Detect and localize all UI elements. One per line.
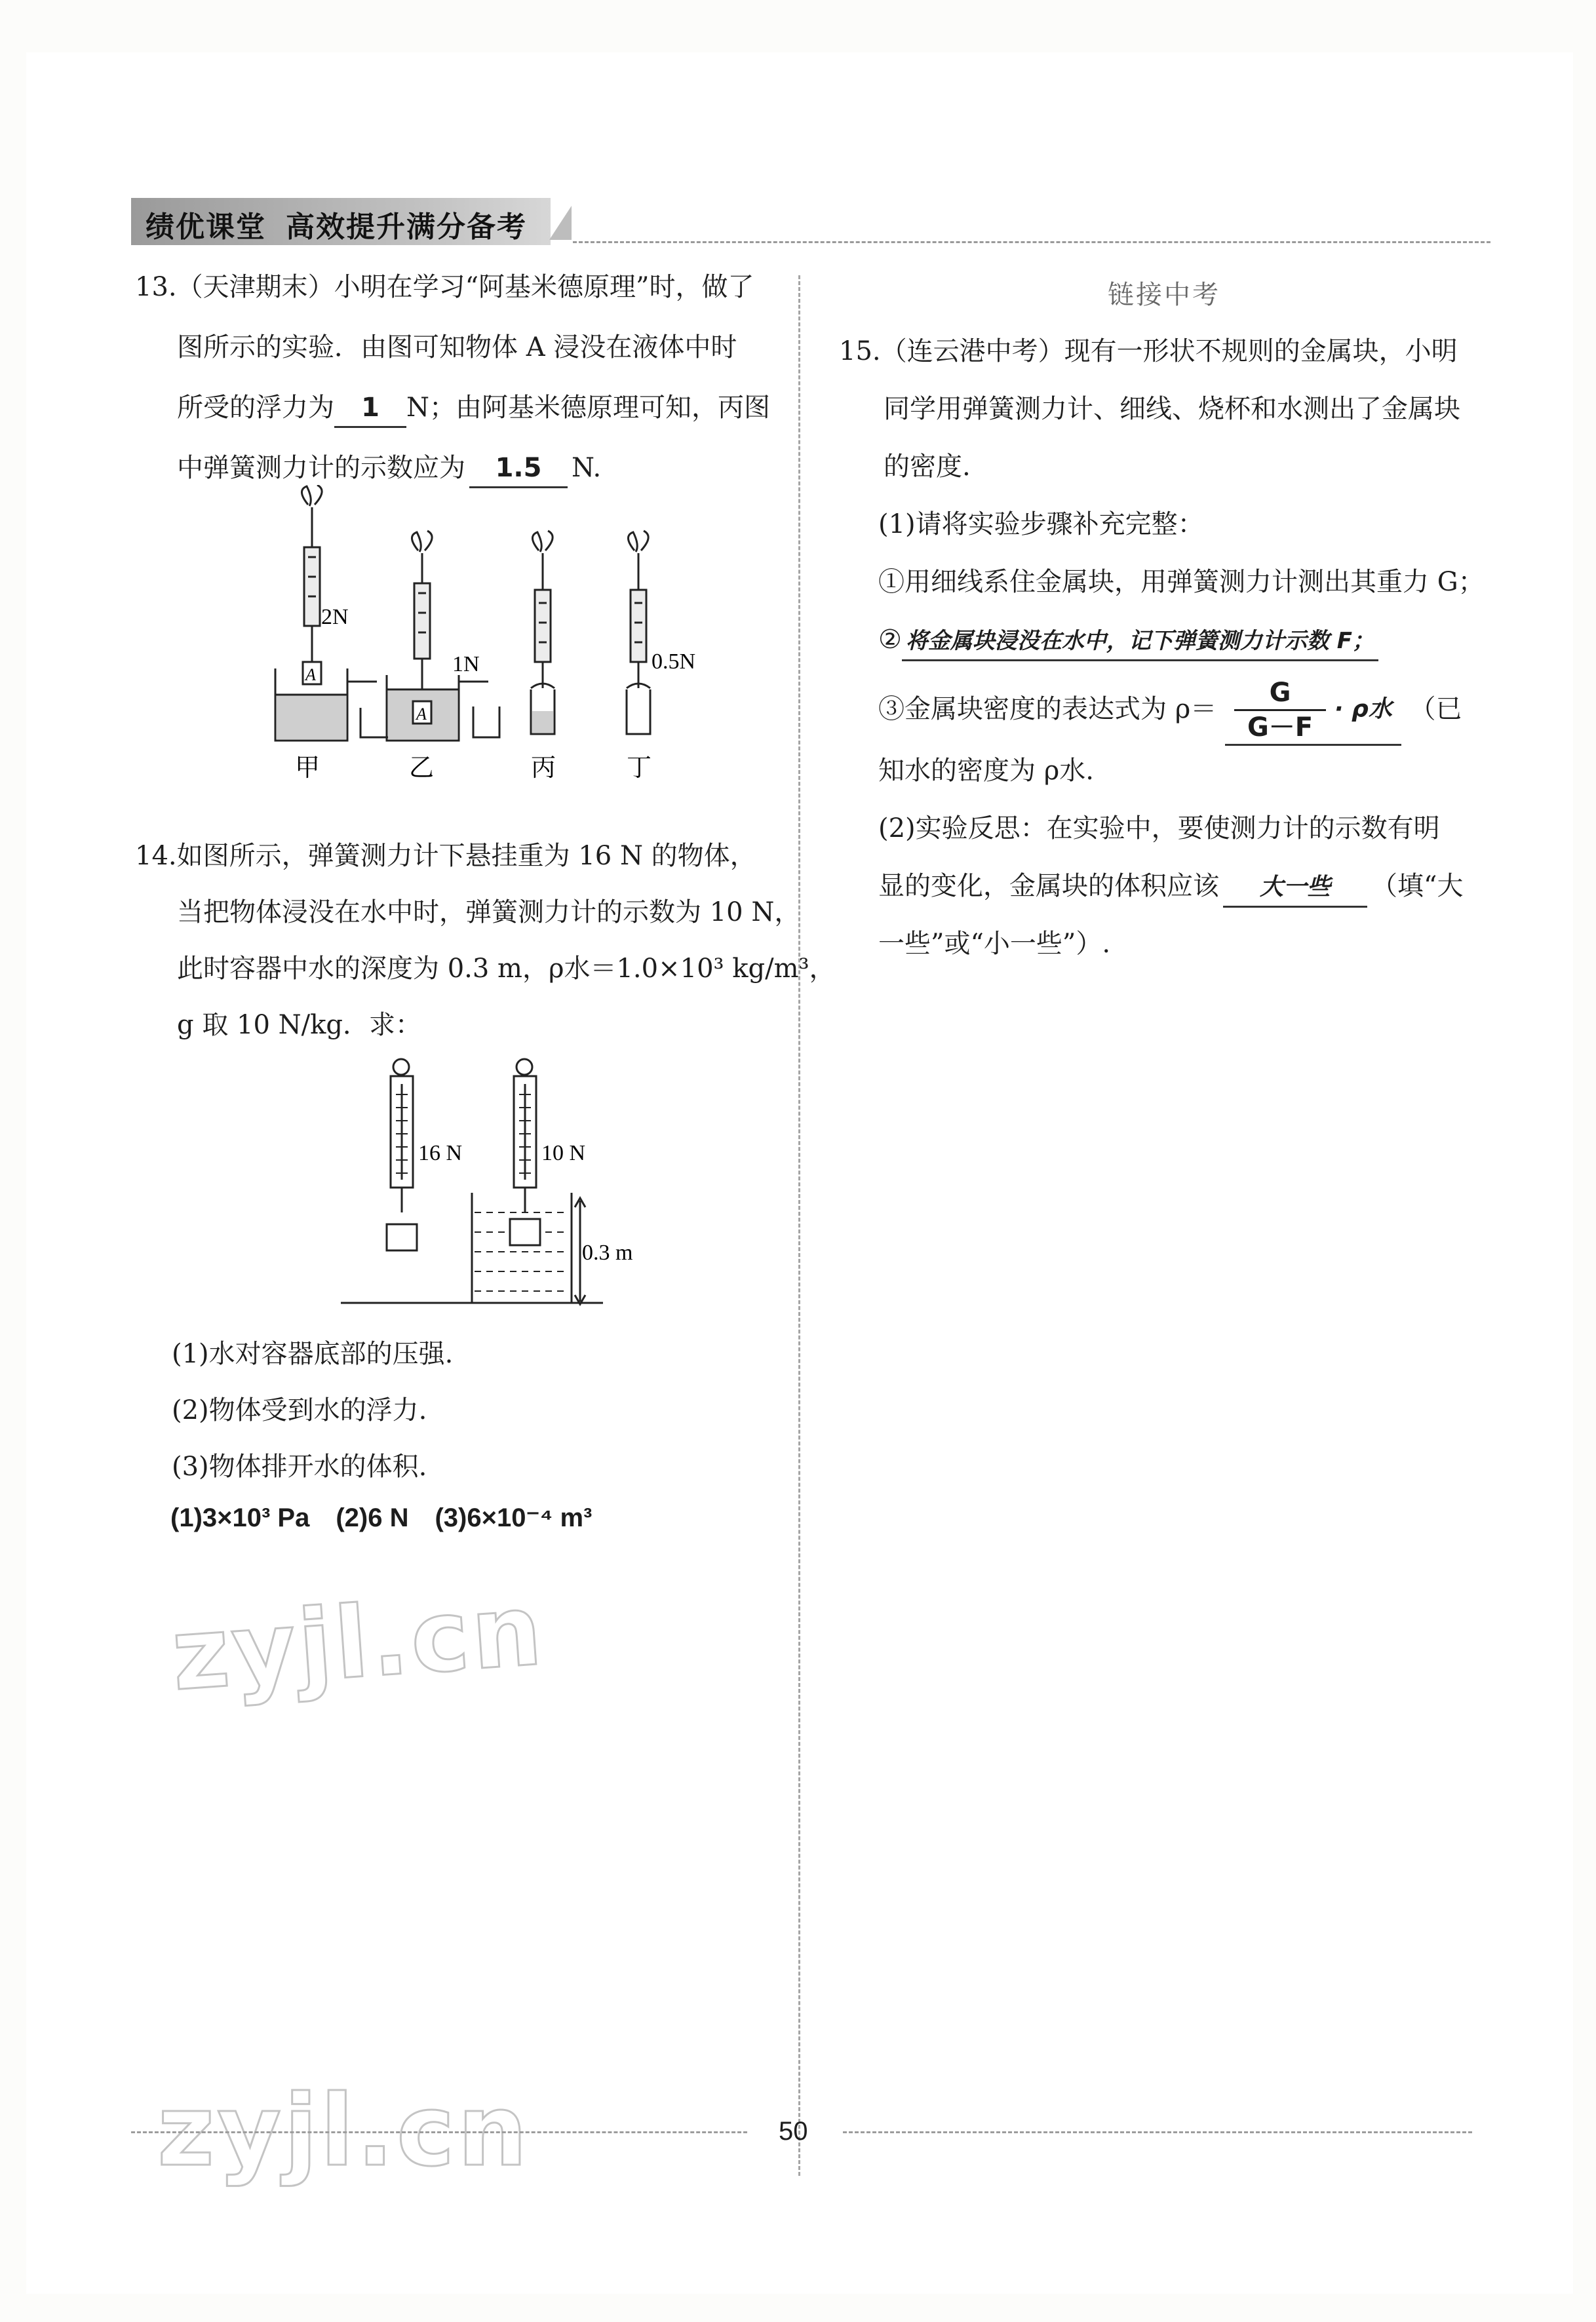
q15-line-1: 15.（连云港中考）现有一形状不规则的金属块，小明	[839, 336, 1458, 366]
meter-ding	[627, 531, 650, 734]
header-banner-arrow	[549, 206, 572, 240]
q13-line-3	[177, 377, 770, 438]
q15-step3	[878, 676, 1462, 746]
q14-figure	[341, 1055, 669, 1317]
footer-dash-left	[131, 2131, 747, 2133]
header-title-main: 绩优课堂	[146, 210, 266, 244]
object-a-yi: A	[416, 705, 427, 724]
q13-line-3-text: 所受的浮力为	[177, 393, 334, 423]
q13-figure	[262, 485, 734, 800]
formula-denominator: G－F	[1247, 712, 1314, 743]
q15-part2-text: 显的变化，金属块的体积应该	[878, 871, 1219, 901]
q14-line-4: g 取 10 N/kg．求：	[177, 1010, 421, 1040]
q14-sub-3: (3)物体排开水的体积.	[172, 1452, 427, 1482]
q15-step2-number: ②	[878, 625, 902, 655]
q15-step1: ①用细线系住金属块，用弹簧测力计测出其重力 G；	[878, 567, 1485, 597]
q13-line-3-tail: N；由阿基米德原理可知，丙图	[406, 393, 770, 423]
q14-line-1: 14.如图所示，弹簧测力计下悬挂重为 16 N 的物体，	[135, 841, 756, 871]
watermark-mid: zyjl.cn	[168, 1573, 548, 1713]
q15-line-2: 同学用弹簧测力计、细线、烧杯和水测出了金属块	[884, 394, 1460, 424]
meter-bing	[531, 531, 555, 734]
q14-line-3: 此时容器中水的深度为 0.3 m，ρ水＝1.0×10³ kg/m³，	[177, 954, 836, 984]
caption-bing: 丙	[531, 754, 556, 782]
q14-depth-label: 0.3 m	[582, 1241, 633, 1265]
section-title: 链接中考	[1108, 280, 1220, 310]
q15-part2-tail: （填“大	[1371, 871, 1464, 901]
watermark-bottom: zyjl.cn	[157, 2074, 530, 2188]
q15-formula-fraction	[1234, 676, 1326, 744]
page-number: 50	[779, 2117, 808, 2146]
caption-ding: 丁	[627, 754, 652, 782]
q14-sub-2: (2)物体受到水的浮力.	[172, 1395, 427, 1425]
q13-line-4-tail: N.	[572, 453, 602, 483]
q15-step3-text: ③金属块密度的表达式为 ρ＝	[878, 694, 1217, 724]
q15-step2	[878, 610, 1378, 670]
q15-step2-answer: 将金属块浸没在水中，记下弹簧测力计示数 F；	[902, 623, 1378, 661]
column-separator	[798, 275, 800, 2176]
q15-part2-line2	[878, 856, 1463, 916]
footer-dash-right	[843, 2131, 1472, 2133]
reading-ding: 0.5N	[652, 649, 696, 674]
q15-part2-answer: 大一些	[1223, 869, 1367, 908]
q15-part2-line1: (2)实验反思：在实验中，要使测力计的示数有明	[878, 813, 1440, 843]
q14-line-2: 当把物体浸没在水中时，弹簧测力计的示数为 10 N，	[177, 897, 801, 927]
reading-yi: 1N	[452, 652, 480, 676]
q15-line-3: 的密度.	[884, 452, 971, 482]
reading-jia: 2N	[321, 605, 349, 629]
formula-numerator: G	[1234, 676, 1326, 711]
q15-formula-blank	[1225, 676, 1401, 746]
header-title	[146, 203, 527, 245]
q13-line-1: 13.（天津期末）小明在学习“阿基米德原理”时，做了	[135, 272, 754, 302]
header-divider	[573, 241, 1490, 243]
formula-tail: · ρ水	[1334, 695, 1392, 723]
q13-line-2: 图所示的实验．由图可知物体 A 浸没在液体中时	[177, 332, 737, 362]
q13-line-4-text: 中弹簧测力计的示数应为	[177, 453, 465, 483]
q14-reading-right: 10 N	[541, 1141, 586, 1165]
q14-answer: (1)3×10³ Pa (2)6 N (3)6×10⁻⁴ m³	[170, 1503, 593, 1532]
header-subtitle: 高效提升满分备考	[286, 210, 527, 244]
q13-answer-reading: 1.5	[469, 450, 568, 488]
object-a-jia: A	[305, 665, 316, 684]
q14-reading-left: 16 N	[418, 1141, 463, 1165]
q13-answer-buoyancy: 1	[334, 389, 406, 428]
q15-step3-line2: 知水的密度为 ρ水.	[878, 756, 1094, 786]
caption-yi: 乙	[409, 754, 435, 782]
q14-sub-1: (1)水对容器底部的压强.	[172, 1339, 454, 1369]
q15-step3-tail: （已	[1409, 694, 1462, 724]
q15-part1-title: (1)请将实验步骤补充完整：	[878, 509, 1204, 539]
q15-part2-line3: 一些”或“小一些”）.	[878, 929, 1111, 959]
caption-jia: 甲	[295, 754, 321, 782]
meter-yi	[387, 531, 499, 741]
